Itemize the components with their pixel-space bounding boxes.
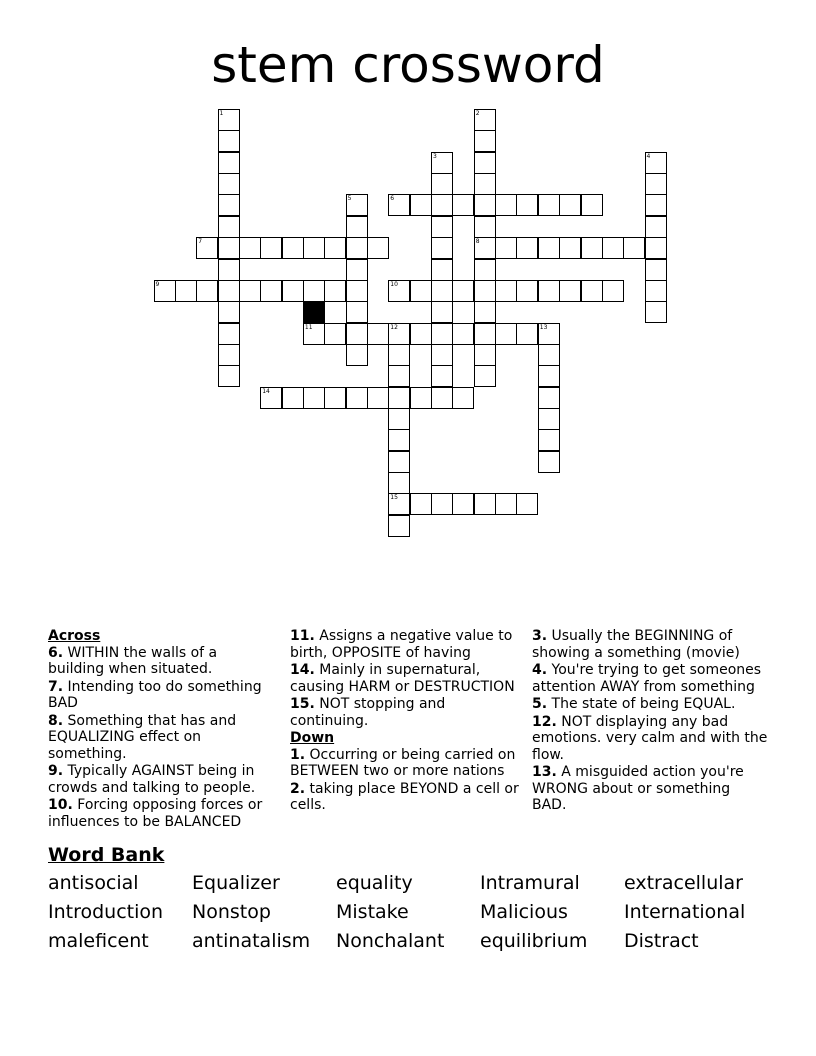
grid-cell[interactable] xyxy=(260,280,282,302)
grid-cell[interactable] xyxy=(474,259,496,281)
clue-across-6 xyxy=(48,645,276,678)
grid-cell[interactable] xyxy=(474,109,496,131)
grid-cell[interactable] xyxy=(175,280,197,302)
clue-down-4 xyxy=(532,662,768,695)
clue-down-12 xyxy=(532,714,768,764)
grid-cell[interactable] xyxy=(431,323,453,345)
grid-cell[interactable] xyxy=(410,194,432,216)
grid-cell[interactable] xyxy=(495,237,517,259)
grid-cell[interactable] xyxy=(474,152,496,174)
grid-cell[interactable] xyxy=(154,280,176,302)
grid-cell[interactable] xyxy=(346,301,368,323)
grid-cell[interactable] xyxy=(581,237,603,259)
grid-cell[interactable] xyxy=(538,237,560,259)
clue-text: Assigns a negative value to birth, OPPOSITE of having xyxy=(290,628,513,661)
grid-cell[interactable] xyxy=(388,515,410,537)
grid-cell[interactable] xyxy=(474,323,496,345)
grid-cell[interactable] xyxy=(645,259,667,281)
grid-cell[interactable] xyxy=(218,130,240,152)
grid-cell[interactable] xyxy=(303,280,325,302)
clue-number: 8. xyxy=(48,712,64,729)
word-bank-item: Nonstop xyxy=(192,901,271,923)
grid-cell[interactable] xyxy=(559,194,581,216)
clue-number-label: 11 xyxy=(304,323,313,331)
clue-text: NOT stopping and continuing. xyxy=(290,696,446,729)
clue-number: 15. xyxy=(290,696,315,712)
grid-cell[interactable] xyxy=(474,216,496,238)
clue-text: Usually the BEGINNING of showing a something (movie) xyxy=(532,628,740,661)
grid-cell[interactable] xyxy=(474,237,496,259)
grid-cell[interactable] xyxy=(218,152,240,174)
clue-number-label: 1 xyxy=(219,110,224,117)
clue-number: 10. xyxy=(48,797,73,813)
clue-text: WITHIN the walls of a building when situated. xyxy=(48,644,218,677)
grid-cell[interactable] xyxy=(218,365,240,387)
grid-cell[interactable] xyxy=(218,194,240,216)
grid-cell[interactable] xyxy=(346,259,368,281)
across-heading: Across xyxy=(48,628,101,644)
word-bank-item: maleficent xyxy=(48,930,149,952)
grid-cell[interactable] xyxy=(218,301,240,323)
grid-cell[interactable] xyxy=(581,280,603,302)
grid-cell[interactable] xyxy=(623,237,645,259)
grid-cell[interactable] xyxy=(452,194,474,216)
clue-number: 11. xyxy=(290,628,315,644)
grid-cell[interactable] xyxy=(645,280,667,302)
grid-cell[interactable] xyxy=(474,130,496,152)
clue-number-label: 6 xyxy=(390,195,395,203)
clue-text: The state of being EQUAL. xyxy=(551,696,736,712)
grid-cell[interactable] xyxy=(645,173,667,195)
grid-cell[interactable] xyxy=(431,259,453,281)
clue-number-label: 14 xyxy=(262,387,270,395)
word-bank-item: antisocial xyxy=(48,872,139,894)
clue-number: 4. xyxy=(532,662,548,678)
clue-number-label: 5 xyxy=(347,195,352,203)
grid-cell[interactable] xyxy=(474,280,496,302)
grid-cell[interactable] xyxy=(559,280,581,302)
grid-cell[interactable] xyxy=(431,237,453,259)
grid-cell[interactable] xyxy=(388,323,410,345)
grid-cell[interactable] xyxy=(303,323,325,345)
clue-down-1 xyxy=(290,747,522,780)
clue-text: taking place BEYOND a cell or cells. xyxy=(290,780,519,813)
grid-cell[interactable] xyxy=(474,194,496,216)
clue-text: Forcing opposing forces or influences to be BALANCED xyxy=(48,797,263,830)
grid-cell[interactable] xyxy=(239,280,261,302)
grid-cell[interactable] xyxy=(452,323,474,345)
grid-cell[interactable] xyxy=(431,152,453,174)
clue-number-label: 4 xyxy=(646,152,651,160)
clue-across-7 xyxy=(48,679,276,712)
clue-number-label: 7 xyxy=(198,238,203,246)
grid-cell[interactable] xyxy=(260,237,282,259)
grid-cell[interactable] xyxy=(538,451,560,473)
clue-text: You're trying to get someones attention AWAY from something xyxy=(532,662,762,695)
grid-cell[interactable] xyxy=(495,493,517,515)
grid-cell[interactable] xyxy=(324,237,346,259)
grid-cell[interactable] xyxy=(645,152,667,174)
grid-cell[interactable] xyxy=(431,301,453,323)
grid-cell[interactable] xyxy=(346,344,368,366)
clue-number: 1. xyxy=(290,746,306,763)
grid-cell[interactable] xyxy=(452,387,474,409)
grid-cell[interactable] xyxy=(431,365,453,387)
grid-cell[interactable] xyxy=(346,280,368,302)
grid-cell[interactable] xyxy=(388,451,410,473)
clue-number: 6. xyxy=(48,644,64,661)
word-bank-item: Intramural xyxy=(480,872,580,894)
grid-cell[interactable] xyxy=(367,387,389,409)
page-title: stem crossword xyxy=(211,36,605,94)
grid-cell[interactable] xyxy=(452,280,474,302)
clue-text: Typically AGAINST being in crowds and talking to people. xyxy=(48,763,256,796)
clue-number: 3. xyxy=(532,628,548,644)
clue-down-5 xyxy=(532,696,768,713)
word-bank-item: Introduction xyxy=(48,901,164,923)
grid-cell[interactable] xyxy=(218,237,240,259)
grid-cell[interactable] xyxy=(474,173,496,195)
grid-cell[interactable] xyxy=(516,194,538,216)
word-bank-item: equality xyxy=(336,872,413,894)
clue-across-10 xyxy=(48,797,276,830)
grid-cell[interactable] xyxy=(346,237,368,259)
grid-cell[interactable] xyxy=(431,280,453,302)
clue-number: 2. xyxy=(290,780,306,797)
clue-number: 14. xyxy=(290,662,315,678)
grid-cell[interactable] xyxy=(388,365,410,387)
grid-cell[interactable] xyxy=(282,387,304,409)
clue-number-label: 13 xyxy=(539,323,548,331)
grid-cell[interactable] xyxy=(645,237,667,259)
word-bank-item: equilibrium xyxy=(480,930,588,952)
grid-cell[interactable] xyxy=(538,280,560,302)
grid-cell[interactable] xyxy=(196,280,218,302)
clue-number: 7. xyxy=(48,678,64,695)
word-bank-item: extracellular xyxy=(624,872,743,894)
clue-text: Intending too do something BAD xyxy=(48,678,262,711)
grid-cell[interactable] xyxy=(218,280,240,302)
grid-cell[interactable] xyxy=(303,237,325,259)
clue-across-15 xyxy=(290,696,522,729)
grid-cell[interactable] xyxy=(410,387,432,409)
clue-number: 9. xyxy=(48,763,64,779)
black-cell xyxy=(303,301,325,323)
clue-number-label: 12 xyxy=(390,323,398,331)
grid-cell[interactable] xyxy=(538,387,560,409)
grid-cell[interactable] xyxy=(388,493,410,515)
grid-cell[interactable] xyxy=(431,216,453,238)
word-bank-item: Mistake xyxy=(336,901,409,923)
word-bank xyxy=(48,872,788,953)
clue-text: A misguided action you're WRONG about or something BAD. xyxy=(532,764,744,813)
grid-cell[interactable] xyxy=(388,429,410,451)
clue-number: 13. xyxy=(532,764,557,780)
clue-down-3 xyxy=(532,628,768,661)
clue-across-11 xyxy=(290,628,522,661)
clue-number: 12. xyxy=(532,713,557,730)
word-bank-item: Distract xyxy=(624,930,699,952)
grid-cell[interactable] xyxy=(346,194,368,216)
grid-cell[interactable] xyxy=(303,387,325,409)
grid-cell[interactable] xyxy=(516,323,538,345)
grid-cell[interactable] xyxy=(538,194,560,216)
grid-cell[interactable] xyxy=(388,194,410,216)
grid-cell[interactable] xyxy=(431,387,453,409)
grid-cell[interactable] xyxy=(388,408,410,430)
clue-text: Occurring or being carried on BETWEEN two or more nations xyxy=(290,746,516,779)
grid-cell[interactable] xyxy=(538,344,560,366)
down-heading: Down xyxy=(290,730,335,746)
grid-cell[interactable] xyxy=(239,237,261,259)
grid-cell[interactable] xyxy=(645,301,667,323)
grid-cell[interactable] xyxy=(218,323,240,345)
word-bank-item: Equalizer xyxy=(192,872,280,894)
clue-number-label: 8 xyxy=(475,238,480,246)
grid-cell[interactable] xyxy=(410,280,432,302)
grid-cell[interactable] xyxy=(538,365,560,387)
clue-across-9 xyxy=(48,763,276,796)
grid-cell[interactable] xyxy=(346,323,368,345)
clue-number-label: 10 xyxy=(390,280,398,288)
grid-cell[interactable] xyxy=(495,280,517,302)
grid-cell[interactable] xyxy=(410,493,432,515)
grid-cell[interactable] xyxy=(538,429,560,451)
grid-cell[interactable] xyxy=(431,173,453,195)
grid-cell[interactable] xyxy=(474,493,496,515)
grid-cell[interactable] xyxy=(516,493,538,515)
grid-cell[interactable] xyxy=(645,216,667,238)
grid-cell[interactable] xyxy=(495,323,517,345)
clue-text: Something that has and EQUALIZING effect on something. xyxy=(48,712,237,762)
grid-cell[interactable] xyxy=(452,493,474,515)
grid-cell[interactable] xyxy=(431,344,453,366)
clue-number-label: 9 xyxy=(155,280,160,288)
word-bank-item: Nonchalant xyxy=(336,930,445,952)
grid-cell[interactable] xyxy=(282,280,304,302)
grid-cell[interactable] xyxy=(218,259,240,281)
grid-cell[interactable] xyxy=(388,472,410,494)
clue-text: NOT displaying any bad emotions. very calm and with the flow. xyxy=(532,713,768,763)
clue-across-8 xyxy=(48,713,276,763)
grid-cell[interactable] xyxy=(218,173,240,195)
grid-cell[interactable] xyxy=(367,323,389,345)
grid-cell[interactable] xyxy=(260,387,282,409)
grid-cell[interactable] xyxy=(346,387,368,409)
grid-cell[interactable] xyxy=(410,323,432,345)
grid-cell[interactable] xyxy=(516,280,538,302)
grid-cell[interactable] xyxy=(495,194,517,216)
clues-column-1 xyxy=(48,628,276,831)
clue-number: 5. xyxy=(532,696,548,712)
grid-cell[interactable] xyxy=(324,387,346,409)
grid-cell[interactable] xyxy=(431,194,453,216)
word-bank-item: International xyxy=(624,901,746,923)
clue-down-13 xyxy=(532,764,768,814)
clue-number-label: 15 xyxy=(390,494,398,502)
word-bank-item: antinatalism xyxy=(192,930,311,952)
grid-cell[interactable] xyxy=(324,280,346,302)
word-bank-item: Malicious xyxy=(480,901,568,923)
word-bank-title: Word Bank xyxy=(48,844,165,866)
clues-column-3 xyxy=(532,628,768,815)
grid-cell[interactable] xyxy=(388,387,410,409)
grid-cell[interactable] xyxy=(474,301,496,323)
grid-cell[interactable] xyxy=(388,344,410,366)
grid-cell[interactable] xyxy=(474,365,496,387)
grid-cell[interactable] xyxy=(474,344,496,366)
grid-cell[interactable] xyxy=(282,237,304,259)
clues-column-2 xyxy=(290,628,522,815)
grid-cell[interactable] xyxy=(431,493,453,515)
grid-cell[interactable] xyxy=(324,323,346,345)
grid-cell[interactable] xyxy=(218,216,240,238)
grid-cell[interactable] xyxy=(538,323,560,345)
grid-cell[interactable] xyxy=(516,237,538,259)
grid-cell[interactable] xyxy=(346,216,368,238)
grid-cell[interactable] xyxy=(581,194,603,216)
grid-cell[interactable] xyxy=(218,344,240,366)
grid-cell[interactable] xyxy=(218,109,240,131)
clue-number-label: 3 xyxy=(433,152,437,160)
grid-cell[interactable] xyxy=(559,237,581,259)
grid-cell[interactable] xyxy=(388,280,410,302)
clue-text: Mainly in supernatural, causing HARM or DESTRUCTION xyxy=(290,662,515,695)
grid-cell[interactable] xyxy=(602,237,624,259)
grid-cell[interactable] xyxy=(196,237,218,259)
grid-cell[interactable] xyxy=(367,237,389,259)
clue-number-label: 2 xyxy=(475,110,480,117)
clue-down-2 xyxy=(290,781,522,814)
grid-cell[interactable] xyxy=(602,280,624,302)
clue-across-14 xyxy=(290,662,522,695)
grid-cell[interactable] xyxy=(645,194,667,216)
grid-cell[interactable] xyxy=(538,408,560,430)
